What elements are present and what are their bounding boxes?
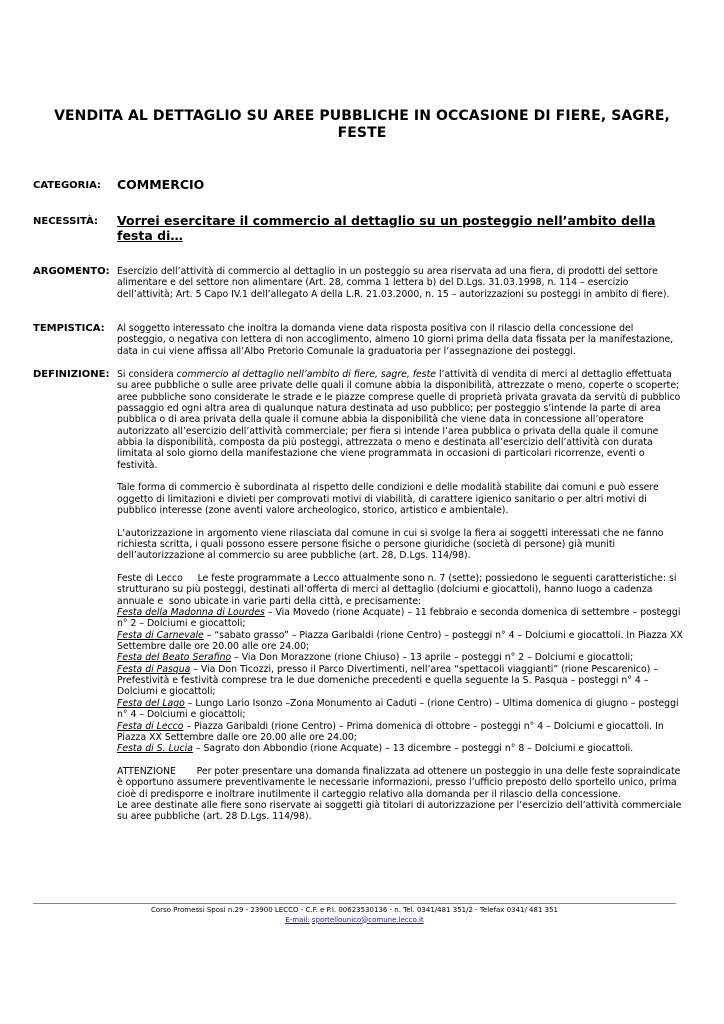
email-label: E-mail: xyxy=(285,915,310,924)
footer-email-line xyxy=(33,916,676,926)
festa-name: Festa di Lecco xyxy=(117,720,184,732)
footer-address: Corso Promessi Sposi n.29 - 23900 LECCO - C.F. e P.I. 00623530136 - n. Tel. 0341/481 351/2 - Telefax 0341/ 481 351 xyxy=(150,906,559,914)
festa-item xyxy=(117,743,683,754)
authorization-paragraph: L’autorizzazione in argomento viene rilasciata dal comune in cui si svolge la fiera ai soggetti interessati che ne fanno richiesta scritta, i quali possono essere persone fisiche o persone giuridiche (società di persone) già muniti dell’autorizzazione al commercio su aree pubbliche (art. 28, D.Lgs. 114/98). xyxy=(117,527,664,562)
tempistica-label: TEMPISTICA: xyxy=(33,323,105,334)
festa-description: – Sagrato don Abbondio (rione Acquate) – 13 dicembre – posteggi n° 8 – Dolciumi e giocattoli. xyxy=(192,743,634,755)
definizione-label: DEFINIZIONE: xyxy=(33,369,110,380)
necessita-value: Vorrei esercitare il commercio al dettaglio su un posteggio nell’ambito della festa di… xyxy=(117,213,656,243)
footer xyxy=(33,906,676,925)
argomento-text: Esercizio dell’attività di commercio al dettaglio in un posteggio su area riservata ad una fiera, di prodotti del settore alimentare e del settore non alimentare (Art. 28, comma 1 lettera b) del D.Lgs. 31.03.1998, n. 114 – esercizio dell’attività; Art. 5 Capo IV.1 dell’allegato A della L.R. 21.03.2000, n. 15 – autorizzazioni su posteggi in ambito di fiere). xyxy=(117,266,670,300)
festa-name: Festa della Madonna di Lourdes xyxy=(117,607,265,619)
festa-description: – Via Movedo (rione Acquate) – 11 febbraio e seconda domenica di settembre – posteggi n° 2 – Dolciumi e giocattoli; xyxy=(117,607,681,630)
festa-name: Festa del Beato Serafino xyxy=(117,652,232,664)
festa-description: – Lungo Lario Isonzo –Zona Monumento ai Caduti – (rione Centro) – Ultima domenica di giugno – posteggi n° 4 – Dolciumi e giocattoli; xyxy=(117,697,679,721)
festa-name: Festa di Pasqua xyxy=(117,663,191,675)
footer-divider xyxy=(33,903,676,904)
festa-item xyxy=(117,721,683,744)
text-span: Si considera xyxy=(117,369,177,380)
necessita-label: NECESSITÀ: xyxy=(33,216,99,227)
festa-name: Festa di Carnevale xyxy=(117,629,204,641)
conditions-paragraph: Tale forma di commercio è subordinata al rispetto delle condizioni e delle modalità stabilite dai comuni e può essere oggetto di limitazioni e divieti per comprovati motivi di viabilità, di carattere igienico sanitario o per altri motivi di pubblico interesse (zone aventi valore archeologico, storico, artistico e ambientale). xyxy=(117,482,659,517)
festa-item xyxy=(117,664,683,698)
aree-paragraph: Le aree destinate alle fiere sono riservate ai soggetti già titolari di autorizzazione per l’esercizio dell’attività commerciale su aree pubbliche (art. 28 D.Lgs. 114/98). xyxy=(117,799,682,823)
festa-description: – Via Don Ticozzi, presso il Parco Divertimenti, nell’area “spettacoli viaggianti” (rione Pescarenico) – Prefestività e festività comprese tra le due domeniche precedenti e quella seguente la S. Pasqua – posteggi n° 4 – Dolciumi e giocattoli; xyxy=(117,663,658,698)
emphasis-text: commercio al dettaglio nell’ambito di fiere, sagre, feste xyxy=(176,369,436,380)
feste-intro: Feste di Lecco Le feste programmate a Lecco attualmente sono n. 7 (sette); possiedono le seguenti caratteristiche: si strutturano su più posteggi, destinati all’offerta di merci al dettaglio (dolciumi e giocattoli), hanno luogo a cadenza annuale e sono ubicate in varie parti della città, e precisamente: xyxy=(117,573,680,607)
festa-item xyxy=(117,698,683,721)
festa-item xyxy=(117,630,683,653)
festa-name: Festa del Lago xyxy=(117,697,185,709)
definizione-body xyxy=(117,369,683,823)
categoria-value: COMMERCIO xyxy=(117,177,205,192)
argomento-label: ARGOMENTO: xyxy=(33,266,110,277)
email-link[interactable]: sportellounico@comune.lecco.it xyxy=(311,915,424,924)
attenzione-paragraph: ATTENZIONE Per poter presentare una domanda finalizzata ad ottenere un posteggio in una delle feste sopraindicate è opportuno assumere preventivamente le necessarie informazioni, presso l’ufficio preposto dello sportello unico, prima cioè di predisporre e inoltrare inutilmente il carteggio relativo alla domanda per il rilascio della concessione. xyxy=(117,765,684,800)
festa-name: Festa di S. Lucia xyxy=(117,743,193,755)
festa-item xyxy=(117,652,683,663)
festa-item xyxy=(117,607,683,630)
tempistica-text: Al soggetto interessato che inoltra la domanda viene data risposta positiva con il rilascio della concessione del posteggio, o negativa con lettera di non accoglimento, almeno 10 giorni prima della data fissata per la manifestazione, data in cui viene affissa all’Albo Pretorio Comunale la graduatoria per l’assegnazione dei posteggi. xyxy=(117,323,674,357)
definizione-paragraph xyxy=(117,369,683,471)
festa-description: – Via Don Morazzone (rione Chiuso) – 13 aprile – posteggi n° 2 – Dolciumi e giocattoli; xyxy=(231,652,634,664)
text-span: l’attività di vendita di merci al dettaglio effettuata su aree pubbliche o sulle aree private delle quali il comune abbia la disponibilità, attrezzate o meno, coperte o scoperte; aree pubbliche sono considerate le strade e le piazze comprese quelle di proprietà privata gravata da servitù di pubblico passaggio ed ogni altra area di qualunque natura destinata ad uso pubblico; per posteggio s’intende la parte di area pubblica o di area privata della quale il comune abbia la disponibilità che viene data in concessione all’operatore autorizzato all’esercizio dell’attività commerciale; per fiera si intende l’area pubblica o privata della quale il comune abbia la disponibilità, composta da più posteggi, attrezzata o meno e destinata all’esercizio dell’attività con durata limitata al solo giorno della manifestazione che viene programmata in occasioni di particolari ricorrenze, eventi o festività. xyxy=(117,369,681,471)
categoria-label: CATEGORIA: xyxy=(33,180,102,191)
festa-description: – Piazza Garibaldi (rione Centro) – Prima domenica di ottobre – posteggi n° 4 – Dolciumi e giocattoli. In Piazza XX Settembre dalle ore 20.00 alle ore 24.00; xyxy=(117,720,664,743)
feste-list xyxy=(117,607,683,754)
page-title: VENDITA AL DETTAGLIO SU AREE PUBBLICHE IN OCCASIONE DI FIERE, SAGRE, FESTE xyxy=(54,108,670,141)
festa-description: – “sabato grasso” – Piazza Garibaldi (rione Centro) – posteggi n° 4 – Dolciumi e giocattoli. In Piazza XX Settembre dalle ore 20.00 alle ore 24.00; xyxy=(117,629,683,653)
